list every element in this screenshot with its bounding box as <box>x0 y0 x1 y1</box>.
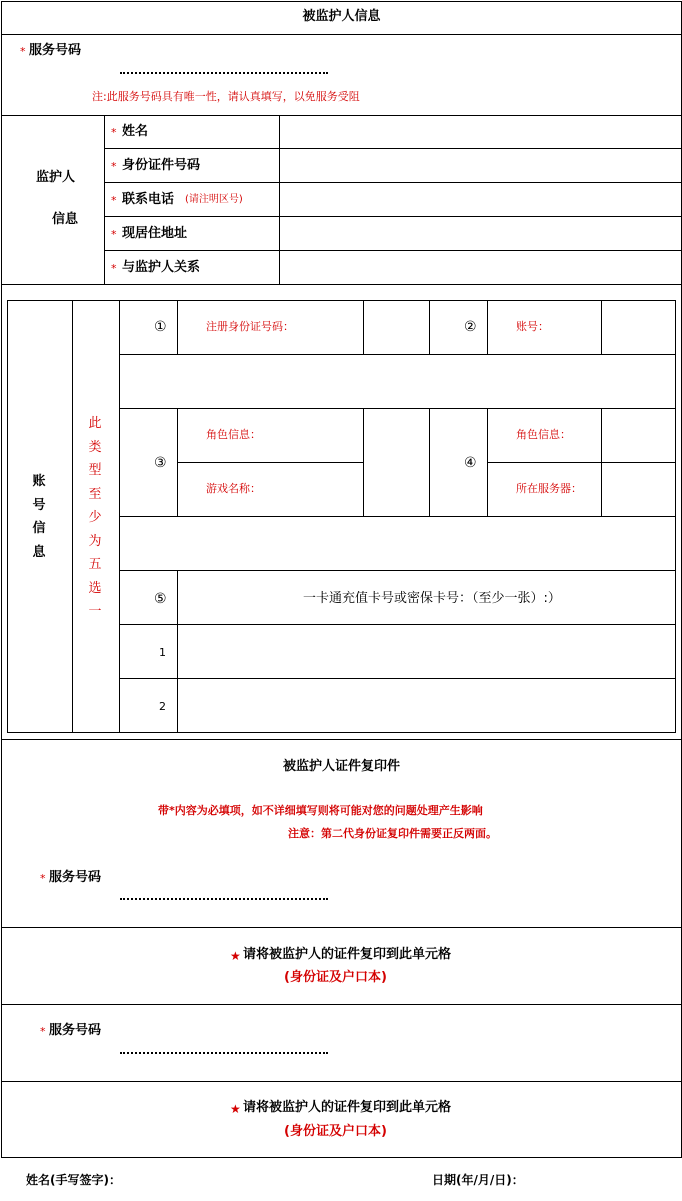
guardian-relation-input[interactable] <box>281 252 681 283</box>
guardian-name-input[interactable] <box>281 116 681 147</box>
option-3-role-label: 角色信息： <box>206 428 261 441</box>
registered-id-input[interactable] <box>364 301 428 353</box>
service-number-label-2: 服务号码 <box>49 870 102 885</box>
option-2-number: ② <box>464 319 477 335</box>
guardian-group-label: 监护人 <box>36 170 76 185</box>
guardian-address-label: 现居住地址 <box>122 226 188 241</box>
id-copy-area-2[interactable] <box>2 1082 681 1157</box>
guardian-id-label: 身份证件号码 <box>122 158 201 173</box>
choice-char: 为 <box>88 533 102 549</box>
card-row-number: 2 <box>159 700 166 713</box>
option-5-label: 一卡通充值卡号或密保卡号：（至少一张）:） <box>303 591 561 606</box>
guardian-name-label: 姓名 <box>122 124 149 139</box>
guardian-phone-input[interactable] <box>281 184 681 215</box>
required-mark: * <box>111 194 117 207</box>
card-row-number: 1 <box>159 646 166 659</box>
service-number-note: 注:此服务号码具有唯一性，请认真填写，以免服务受阻 <box>92 90 360 103</box>
divider <box>1 1004 682 1005</box>
divider <box>1 284 682 285</box>
role-info-input[interactable] <box>364 409 428 461</box>
service-number-input[interactable] <box>120 72 328 74</box>
required-mark: * <box>40 1025 46 1038</box>
option-4-role-label: 角色信息： <box>516 428 571 441</box>
service-number-label: 服务号码 <box>29 43 82 58</box>
choice-char: 类 <box>88 439 102 455</box>
game-name-input[interactable] <box>364 463 428 515</box>
required-note: 带*内容为必填项，如不详细填写则将可能对您的问题处理产生影响 <box>158 804 483 817</box>
date-label: 日期(年/月/日)： <box>432 1173 524 1187</box>
divider <box>279 115 280 284</box>
choice-char: 至 <box>88 486 102 502</box>
divider <box>119 570 676 571</box>
divider <box>177 300 178 354</box>
service-number-input-3[interactable] <box>120 1052 328 1054</box>
server-input[interactable] <box>602 463 675 515</box>
divider <box>72 300 73 733</box>
required-mark: * <box>111 262 117 275</box>
divider <box>104 216 682 217</box>
option-1-number: ① <box>154 319 167 335</box>
option-3-game-label: 游戏名称： <box>206 482 261 495</box>
account-input[interactable] <box>602 301 675 353</box>
divider <box>1 739 682 740</box>
role-info-input-2[interactable] <box>602 409 675 461</box>
star-icon: ★ <box>230 949 241 963</box>
divider <box>104 182 682 183</box>
guardian-relation-label: 与监护人关系 <box>122 260 201 275</box>
divider <box>119 516 676 517</box>
option-4-server-label: 所在服务器： <box>516 482 582 495</box>
side-char: 账 <box>32 474 46 489</box>
signature-label: 姓名(手写签字)： <box>26 1173 121 1187</box>
choice-note <box>87 412 103 624</box>
divider <box>104 250 682 251</box>
divider <box>119 354 676 355</box>
page-title: 被监护人信息 <box>302 9 381 24</box>
guardian-group-label-2: 信息 <box>52 212 79 227</box>
option-3-number: ③ <box>154 455 167 471</box>
guardian-phone-label: 联系电话 <box>122 192 175 207</box>
guardian-phone-hint: (请注明区号) <box>185 194 243 205</box>
choice-char: 选 <box>88 580 102 596</box>
copy-instruction: 请将被监护人的证件复印到此单元格 <box>243 947 452 962</box>
account-side-label <box>31 470 47 564</box>
divider <box>104 148 682 149</box>
choice-char: 五 <box>88 557 102 572</box>
choice-char: 少 <box>88 510 102 525</box>
divider <box>104 115 105 284</box>
required-mark: * <box>20 45 26 58</box>
divider <box>429 408 430 516</box>
divider <box>429 300 430 354</box>
option-5-number: ⑤ <box>154 591 167 607</box>
side-char: 息 <box>32 544 46 560</box>
star-icon: ★ <box>230 1102 241 1116</box>
divider <box>177 462 363 463</box>
id-copy-note: 注意：第二代身份证复印件需要正反两面。 <box>288 827 497 840</box>
card-number-input-2[interactable] <box>178 679 675 731</box>
service-number-input-2[interactable] <box>120 898 328 900</box>
side-char: 号 <box>32 497 46 513</box>
card-number-input-1[interactable] <box>178 625 675 677</box>
copy-instruction-detail: (身份证及户口本) <box>284 970 387 985</box>
copy-section-title: 被监护人证件复印件 <box>282 759 400 774</box>
option-4-number: ④ <box>464 455 477 471</box>
guardian-id-input[interactable] <box>281 150 681 181</box>
required-mark: * <box>111 160 117 173</box>
required-mark: * <box>111 228 117 241</box>
choice-char: 一 <box>88 604 102 619</box>
copy-instruction-detail: (身份证及户口本) <box>284 1124 387 1139</box>
choice-char: 型 <box>88 463 102 478</box>
required-mark: * <box>40 872 46 885</box>
guardian-address-input[interactable] <box>281 218 681 249</box>
service-number-label-3: 服务号码 <box>49 1023 102 1038</box>
choice-char: 此 <box>88 416 102 431</box>
divider <box>487 300 488 354</box>
side-char: 信 <box>32 521 46 536</box>
id-copy-area-1[interactable] <box>2 928 681 1003</box>
required-mark: * <box>111 126 117 139</box>
divider <box>1 34 682 35</box>
copy-instruction: 请将被监护人的证件复印到此单元格 <box>243 1100 452 1115</box>
option-1-label: 注册身份证号码： <box>206 320 294 333</box>
option-2-label: 账号： <box>516 320 549 333</box>
